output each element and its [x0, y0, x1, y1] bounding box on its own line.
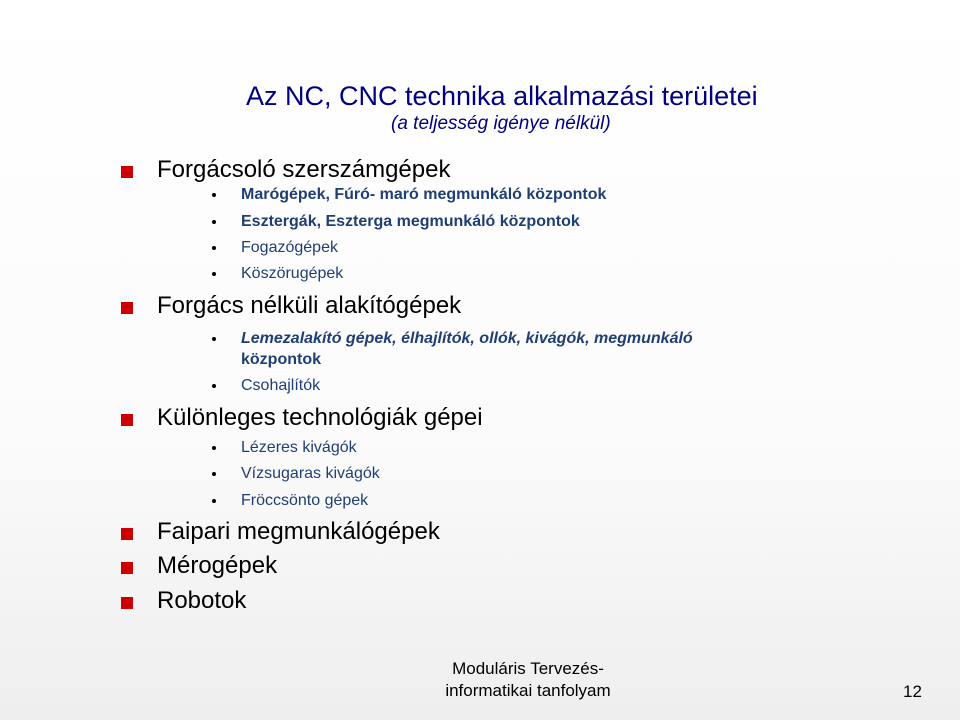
red-square-bullet-icon	[121, 528, 133, 540]
dot-bullet-icon	[212, 472, 216, 476]
dot-bullet-icon	[212, 193, 216, 197]
dot-bullet-icon	[212, 246, 216, 250]
red-square-bullet-icon	[121, 597, 133, 609]
red-square-bullet-icon	[121, 414, 133, 426]
section-label-robotok: Robotok	[157, 587, 247, 614]
section-label-kulonleges: Különleges technológiák gépei	[157, 404, 483, 431]
footer	[420, 658, 636, 702]
list-item-continuation: központok	[241, 351, 321, 368]
list-item: Vízsugaras kivágók	[241, 465, 380, 482]
section-label-merogepek: Mérogépek	[157, 552, 278, 579]
list-item: Marógépek, Fúró- maró megmunkáló központok	[241, 186, 607, 203]
list-item: Csohajlítók	[241, 377, 321, 394]
list-item: Fogazógépek	[241, 239, 338, 256]
page-number: 12	[903, 682, 922, 701]
list-item: Lemezalakító gépek, élhajlítók, ollók, kivágók, megmunkáló	[241, 330, 693, 347]
section-label-forgacsolo: Forgácsoló szerszámgépek	[157, 156, 451, 183]
footer-line-2: informatikai tanfolyam	[445, 681, 611, 700]
section-label-forgacs-nelkuli: Forgács nélküli alakítógépek	[157, 292, 462, 319]
red-square-bullet-icon	[121, 166, 133, 178]
dot-bullet-icon	[212, 220, 216, 224]
section-label-faipari: Faipari megmunkálógépek	[157, 518, 440, 545]
list-item: Esztergák, Eszterga megmunkáló központok	[241, 213, 580, 230]
dot-bullet-icon	[212, 446, 216, 450]
red-square-bullet-icon	[121, 302, 133, 314]
list-item: Fröccsönto gépek	[241, 492, 369, 509]
dot-bullet-icon	[212, 499, 216, 503]
slide-title: Az NC, CNC technika alkalmazási területei	[246, 81, 758, 111]
dot-bullet-icon	[212, 272, 216, 276]
dot-bullet-icon	[212, 384, 216, 388]
list-item: Lézeres kivágók	[241, 439, 357, 456]
footer-line-1: Moduláris Tervezés-	[452, 659, 604, 678]
dot-bullet-icon	[212, 337, 216, 341]
list-item: Köszörugépek	[241, 265, 344, 282]
red-square-bullet-icon	[121, 562, 133, 574]
slide-subtitle: (a teljesség igénye nélkül)	[391, 113, 611, 134]
